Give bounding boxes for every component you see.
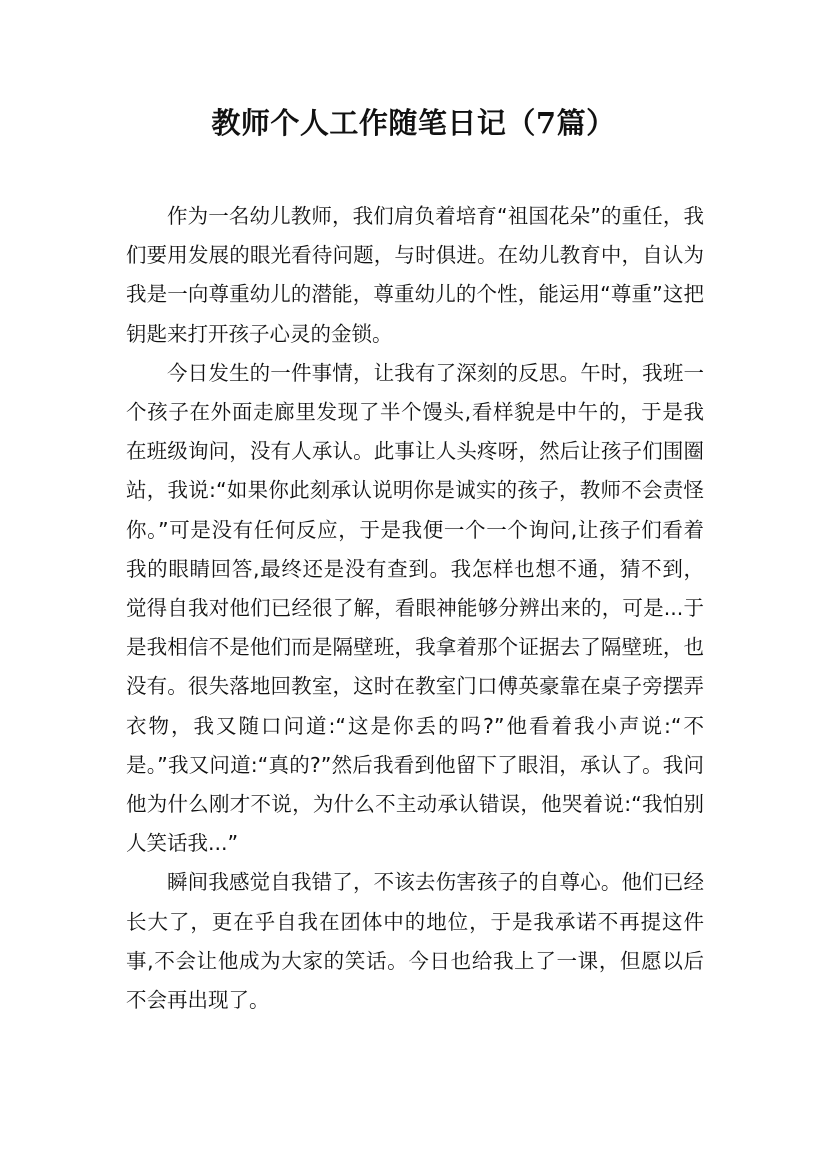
- paragraph-3: 瞬间我感觉自我错了，不该去伤害孩子的自尊心。他们已经长大了，更在乎自我在团体中的地位，于是我承诺不再提这件事,不会让他成为大家的笑话。今日也给我上了一课，但愿以后不会再出现了。: [126, 870, 704, 1013]
- document-body: [126, 197, 704, 1020]
- paragraph-1: 作为一名幼儿教师，我们肩负着培育“祖国花朵”的重任，我们要用发展的眼光看待问题，与时俱进。在幼儿教育中，自认为我是一向尊重幼儿的潜能，尊重幼儿的个性，能运用“尊重”这把钥匙来打开孩子心灵的金锁。: [126, 204, 704, 346]
- document-title: 教师个人工作随笔日记（7篇）: [211, 106, 616, 140]
- paragraph-2: 今日发生的一件事情，让我有了深刻的反思。午时，我班一个孩子在外面走廊里发现了半个馒头,看样貌是中午的，于是我在班级询问，没有人承认。此事让人头疼呀，然后让孩子们围圈站，我说:“如果你此刻承认说明你是诚实的孩子，教师不会责怪你。”可是没有任何反应，于是我便一个一个询问,让孩子们看着我的眼睛回答,最终还是没有查到。我怎样也想不通，猜不到，觉得自我对他们已经很了解，看眼神能够分辨出来的，可是...于是我相信不是他们而是隔壁班，我拿着那个证据去了隔壁班，也没有。很失落地回教室，这时在教室门口傅英豪靠在桌子旁摆弄衣物，我又随口问道:“这是你丢的吗?”他看着我小声说:“不是。”我又问道:“真的?”然后我看到他留下了眼泪，承认了。我问他为什么刚才不说，为什么不主动承认错误，他哭着说:“我怕别人笑话我...”: [126, 360, 704, 856]
